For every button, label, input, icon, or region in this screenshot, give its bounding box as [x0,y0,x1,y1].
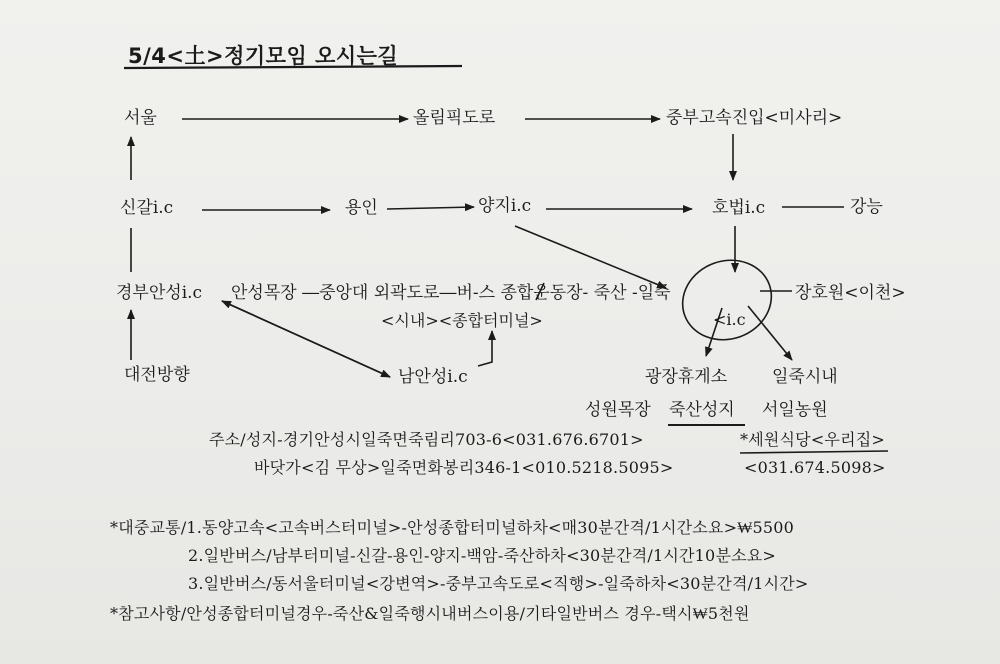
node-janghowon: 장호원<이천> [795,283,906,303]
address-line-2: 바닷가<김 무상>일죽면화봉리346-1<010.5218.5095> [254,458,674,477]
transit-note: *참고사항/안성종합터미널경우-죽산&일죽행시내버스이용/기타일반버스 경우-택시₩5천원 [110,604,750,623]
page-title: 5/4<土>정기모임 오시는길 [128,44,399,68]
node-yongin: 용인 [345,198,378,218]
transit-line-2: 2.일반버스/남부터미널-신갈-용인-양지-백암-죽산하차<30분간격/1시간10분소요> [188,546,777,565]
restaurant-name: *세원식당<우리집> [740,430,886,449]
node-city-terminal: <시내><종합터미널> [381,311,543,330]
node-iljuk-city: 일죽시내 [772,367,838,387]
node-yangji-ic: 양지i.c [478,196,532,216]
transit-line-1: *대중교통/1.동양고속<고속버스터미널>-안성종합터미널하차<매30분간격/1시간소요>₩5500 [110,518,795,537]
transit-line-3: 3.일반버스/동서울터미널<강변역>-중부고속도로<직행>-일죽하차<30분간격/1시간> [188,574,809,593]
iljuk-ic-circle [671,248,782,352]
restaurant-underline [740,451,888,453]
node-rest-area: 광장휴게소 [645,367,728,387]
arrow-ic-iljukcity [748,306,792,360]
node-hobeop-ic: 호법i.c [712,198,766,218]
node-daejeon: 대전방향 [124,365,190,385]
title-underline [124,66,462,68]
arrow-namanseong-gyeongbu [222,301,390,377]
node-iljuk-ic: <i.c [713,310,746,329]
arrow-namanseong-terminal [478,331,492,366]
landmark-juksan-shrine: 죽산성지 [669,400,735,420]
landmark-seoil-farm: 서일농원 [762,400,828,420]
node-jungbu-entry: 중부고속진입<미사리> [666,108,843,128]
node-namanseong-ic: 남안성i.c [398,367,468,387]
arrow-yangji-juksan [515,226,666,288]
route-anseong-to-iljuk: 안성목장 ―중앙대 외곽도로―버-스 종합운동장- 죽산 -일죽 [231,283,671,303]
arrow-yongin-yangji [387,207,474,209]
address-line-1: 주소/성지-경기안성시일죽면죽림리703-6<031.676.6701> [209,430,644,449]
node-gangneung: 강능 [850,197,883,217]
landmark-seongwon-farm: 성원목장 [585,400,651,420]
node-singal-ic: 신갈i.c [120,198,174,218]
node-seoul: 서울 [124,108,157,128]
node-olympic-road: 올림픽도로 [413,108,496,128]
node-gyeongbu-anseong-ic: 경부안성i.c [116,283,203,303]
restaurant-phone: <031.674.5098> [744,458,886,477]
